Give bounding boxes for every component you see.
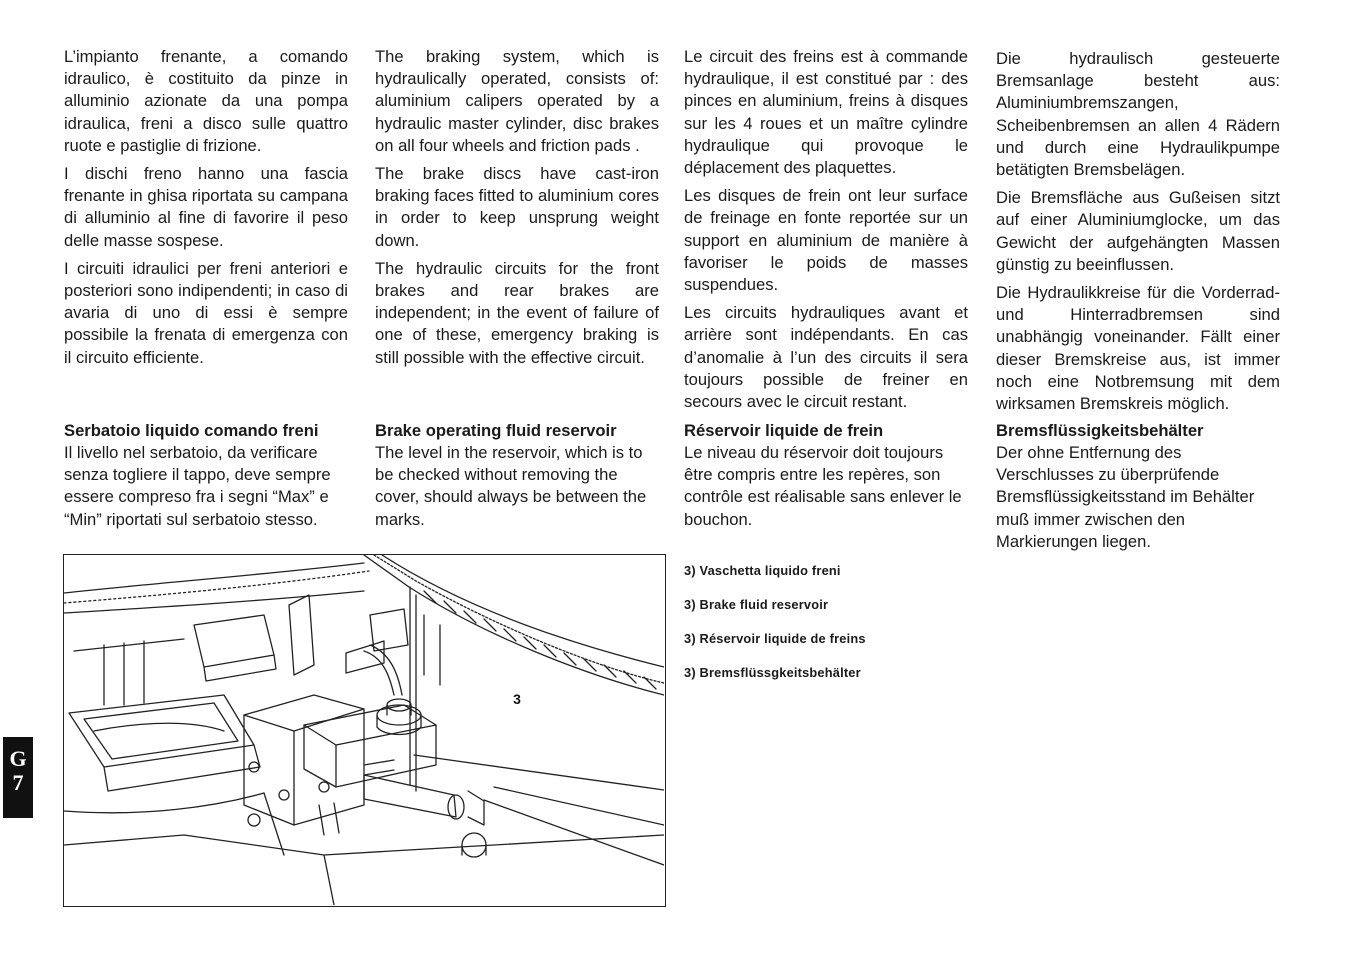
paragraph: L’impianto frenante, a comando idraulico, è costituito da pinze in alluminio azionate da una pompa idraulica, freni a disco sulle quattro ruote e pastiglie di frizione. [64, 47, 348, 155]
section-heading: Serbatoio liquido comando freni [64, 421, 319, 440]
section-tab-letter: G [9, 746, 27, 771]
section-tab-number: 7 [12, 770, 24, 795]
paragraph: I dischi freno hanno una fascia frenante in ghisa riportata su campana di alluminio al fine di favorire il peso delle masse sospese. [64, 164, 348, 250]
caption-french: 3) Réservoir liquide de freins [684, 631, 866, 646]
paragraph: Die Hydraulikkreise für die Vorderrad- und Hinterradbremsen sind unabhängig voneinander. Fällt einer dieser Bremskreise aus, ist immer noch eine Notbremsung mit dem wirksamen Bremskreis möglich. [996, 283, 1280, 414]
section-heading: Bremsflüssigkeitsbehälter [996, 421, 1204, 440]
column-french [684, 46, 968, 413]
paragraph: I circuiti idraulici per freni anteriori e posteriori sono indipendenti; in caso di avaria di uno di essi è sempre possibile la frenata di emergenza con il circuito efficiente. [64, 258, 348, 367]
section-reservoir-italian [64, 420, 354, 531]
section-reservoir-german [996, 420, 1280, 553]
engine-bay-drawing [64, 555, 664, 905]
section-reservoir-french [684, 420, 974, 531]
paragraph: Les circuits hydrauliques avant et arrière sont indépendants. En cas d’anomalie à l’un des circuits il sera toujours possible de freiner en secours avec le circuit restant. [684, 303, 968, 412]
figure-callout-number: 3 [505, 689, 529, 709]
caption-italian: 3) Vaschetta liquido freni [684, 563, 841, 578]
figure-captions [684, 562, 984, 698]
section-tab [3, 737, 33, 818]
section-body: Le niveau du réservoir doit toujours être compris entre les repères, son contrôle est réalisable sans enlever le bouchon. [684, 443, 962, 529]
paragraph: Les disques de frein ont leur surface de freinage en fonte reportée sur un support en aluminium de manière à favoriser le poids de masses suspendues. [684, 186, 968, 295]
section-body: The level in the reservoir, which is to be checked without removing the cover, should always be between the marks. [375, 443, 647, 529]
paragraph: The braking system, which is hydraulically operated, consists of: aluminium calipers operated by a hydraulic master cylinder, disc brakes on all four wheels and friction pads . [375, 47, 659, 155]
caption-english: 3) Brake fluid reservoir [684, 597, 829, 612]
paragraph: Le circuit des freins est à commande hydraulique, il est constitué par : des pinces en aluminium, freins à disques sur les 4 roues et un maître cylindre hydraulique qui provoque le déplacement des plaquettes. [684, 47, 968, 178]
paragraph: The hydraulic circuits for the front brakes and rear brakes are independent; in the event of failure of one of these, emergency braking is still possible with the effective circuit. [375, 258, 659, 367]
column-german [996, 46, 1280, 415]
paragraph: The brake discs have cast-iron braking faces fitted to aluminium cores in order to keep unsprung weight down. [375, 164, 659, 250]
paragraph: Die Bremsfläche aus Gußeisen sitzt auf einer Aluminiumglocke, um das Gewicht der aufgehängten Massen günstig zu beeinflussen. [996, 188, 1280, 274]
column-italian [64, 46, 348, 369]
brake-reservoir-illustration [63, 554, 666, 907]
section-heading: Réservoir liquide de frein [684, 421, 884, 440]
section-body: Der ohne Entfernung des Verschlusses zu überprüfende Bremsflüssigkeitsstand im Behälter muß immer zwischen den Markierungen liegen. [996, 443, 1255, 551]
section-heading: Brake operating fluid reservoir [375, 421, 617, 440]
section-reservoir-english [375, 420, 665, 531]
caption-german: 3) Bremsflüssgkeitsbehälter [684, 665, 861, 680]
column-english [375, 46, 659, 369]
paragraph: Die hydraulisch gesteuerte Bremsanlage besteht aus: Aluminiumbremszangen, Scheibenbremsen an allen 4 Rädern und durch eine Hydraulikpumpe betätigten Bremsbelägen. [996, 49, 1280, 180]
section-body: Il livello nel serbatoio, da verificare senza togliere il tappo, deve sempre essere compreso fra i segni “Max” e “Min” riportati sul serbatoio stesso. [64, 443, 331, 529]
